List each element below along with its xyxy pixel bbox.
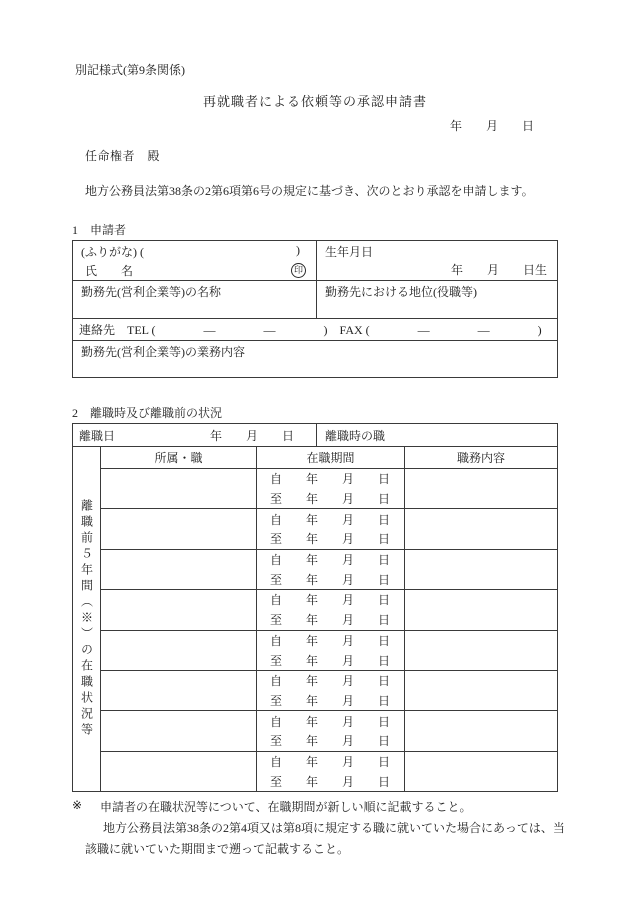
name-label: 氏 名 — [85, 263, 134, 278]
affiliation-cell — [101, 550, 257, 589]
affiliation-cell — [101, 631, 257, 670]
employment-history-row — [101, 590, 557, 630]
footnote-marker: ※ — [72, 798, 83, 812]
duties-cell — [405, 469, 557, 508]
period-cell — [257, 590, 405, 629]
footnote-line2: 地方公務員法第38条の2第4項又は第8項に規定する職に就いていた場合にあっては、当 — [103, 821, 565, 835]
resignation-date-cell — [73, 424, 317, 446]
duties-cell — [405, 671, 557, 710]
job-at-resignation-cell — [317, 424, 557, 446]
duties-cell — [405, 752, 557, 791]
seal-icon: 印 — [291, 263, 306, 278]
employer-row — [73, 281, 557, 319]
column-header-period: 在職期間 — [257, 447, 405, 468]
period-from: 自 年 月 日 — [270, 553, 391, 568]
period-to: 至 年 月 日 — [270, 613, 391, 628]
period-cell — [257, 550, 405, 589]
period-to: 至 年 月 日 — [270, 532, 391, 547]
period-to: 至 年 月 日 — [270, 734, 391, 749]
employment-history-row — [101, 469, 557, 509]
period-to: 至 年 月 日 — [270, 774, 391, 789]
employment-history-row — [101, 631, 557, 671]
duties-cell — [405, 631, 557, 670]
birthdate-fields: 年 月 日生 — [450, 263, 547, 277]
date-line: 年 月 日 — [450, 119, 535, 133]
period-cell — [257, 711, 405, 750]
affiliation-cell — [101, 469, 257, 508]
applicant-table — [72, 240, 558, 378]
vertical-label: 離職前５年間（※）の在職状況等 — [79, 499, 94, 739]
furigana-line — [73, 241, 316, 261]
duties-cell — [405, 550, 557, 589]
period-cell — [257, 469, 405, 508]
period-from: 自 年 月 日 — [270, 674, 391, 689]
employment-history-body — [73, 447, 557, 791]
column-header-duties: 職務内容 — [456, 451, 505, 465]
resignation-date-fields: 年 月 日 — [209, 428, 294, 443]
duties-cell — [405, 590, 557, 629]
period-from: 自 年 月 日 — [270, 714, 391, 729]
period-from: 自 年 月 日 — [270, 633, 391, 648]
period-to: 至 年 月 日 — [270, 492, 391, 507]
employment-history-header — [101, 447, 557, 469]
affiliation-cell — [101, 671, 257, 710]
position-cell: 勤務先における地位(役職等) — [325, 285, 477, 299]
birthdate-cell — [317, 241, 557, 280]
employment-history-row — [101, 711, 557, 751]
period-to: 至 年 月 日 — [270, 653, 391, 668]
period-from: 自 年 月 日 — [270, 754, 391, 769]
period-cell — [257, 509, 405, 548]
job-at-resignation-label: 離職時の職 — [325, 428, 386, 443]
footnote-line3: 該職に就いていた期間まで遡って記載すること。 — [85, 842, 350, 856]
business-row — [73, 341, 557, 377]
intro-paragraph: 地方公務員法第38条の2第6項第6号の規定に基づき、次のとおり承認を申請します。 — [85, 184, 534, 198]
business-cell: 勤務先(営利企業等)の業務内容 — [81, 345, 245, 359]
employer-name-cell: 勤務先(営利企業等)の名称 — [73, 281, 317, 318]
period-to: 至 年 月 日 — [270, 572, 391, 587]
period-from: 自 年 月 日 — [270, 512, 391, 527]
period-to: 至 年 月 日 — [270, 693, 391, 708]
section2-heading: 2 離職時及び離職前の状況 — [72, 406, 223, 420]
vertical-label-cell — [73, 447, 101, 791]
addressee-line: 任命権者 殿 — [85, 149, 161, 163]
duties-cell — [405, 711, 557, 750]
form-reference: 別記様式(第9条関係) — [75, 63, 185, 77]
document-title: 再就職者による依頼等の承認申請書 — [202, 94, 427, 109]
employment-history-row — [101, 671, 557, 711]
name-row — [73, 241, 557, 281]
footnote-line1: 申請者の在職状況等について、在職期間が新しい順に記載すること。 — [100, 800, 472, 814]
contact-line: 連絡先 TEL ( ― ― ) FAX ( ― ― ) — [79, 323, 542, 337]
duties-cell — [405, 509, 557, 548]
birthdate-label: 生年月日 — [325, 245, 374, 259]
section1-heading: 1 申請者 — [72, 223, 127, 237]
resignation-table — [72, 423, 558, 792]
period-cell — [257, 671, 405, 710]
period-from: 自 年 月 日 — [270, 593, 391, 608]
affiliation-cell — [101, 590, 257, 629]
name-line — [73, 261, 316, 279]
employment-history-row — [101, 509, 557, 549]
employment-history-main — [101, 447, 557, 791]
furigana-label: (ふりがな) ( — [81, 245, 144, 259]
period-cell — [257, 752, 405, 791]
furigana-close-paren: ) — [296, 243, 300, 257]
period-cell — [257, 631, 405, 670]
column-header-affiliation: 所属・職 — [101, 447, 257, 468]
period-from: 自 年 月 日 — [270, 472, 391, 487]
contact-row — [73, 319, 557, 341]
employment-history-row — [101, 550, 557, 590]
name-cell — [73, 241, 317, 280]
affiliation-cell — [101, 752, 257, 791]
employment-history-row — [101, 752, 557, 791]
affiliation-cell — [101, 509, 257, 548]
resignation-date-row — [73, 424, 557, 447]
employment-rows — [101, 469, 557, 791]
affiliation-cell — [101, 711, 257, 750]
resignation-date-label: 離職日 — [79, 428, 116, 443]
